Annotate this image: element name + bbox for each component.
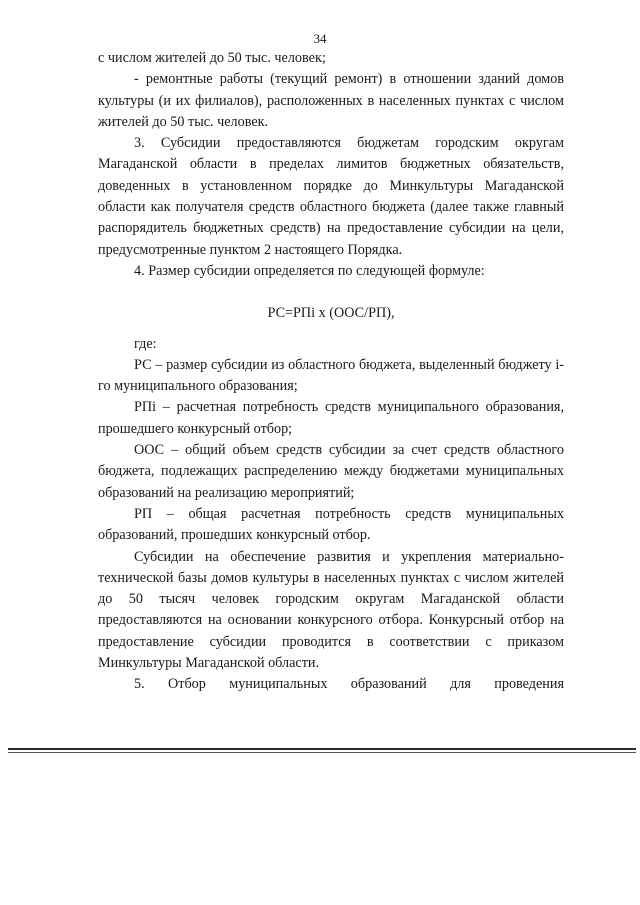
- paragraph-competitive-selection: Субсидии на обеспечение развития и укрепления материально-технической базы домов культуры в населенных пунктах с числом жителей до 50 тысяч человек городским округам Магаданской области предоставляются на основании конкурсного отбора. Конкурсный отбор на предоставление субсидии проводится в соответствии с приказом Минкультуры Магаданской области.: [98, 548, 564, 672]
- paragraph-5-selection: 5. Отбор муниципальных образований для проведения: [134, 676, 564, 693]
- paragraph-4-formula-intro: 4. Размер субсидии определяется по следующей формуле:: [134, 262, 485, 279]
- where-label: где:: [134, 335, 157, 352]
- page-bottom-rule: [8, 748, 636, 750]
- document-body: [98, 48, 564, 696]
- page-number: 34: [313, 31, 327, 46]
- definition-rs: РС – размер субсидии из областного бюджета, выделенный бюджету i-го муниципального образования;: [98, 356, 564, 395]
- paragraph-repair-works: - ремонтные работы (текущий ремонт) в отношении зданий домов культуры (и их филиалов), расположенных в населенных пунктах с числом жителей до 50 тыс. человек.: [98, 71, 564, 130]
- page-bottom-rule-shadow: [8, 752, 636, 753]
- paragraph-population-limit: с числом жителей до 50 тыс. человек;: [98, 50, 326, 66]
- definition-rpi: РПi – расчетная потребность средств муниципального образования, прошедшего конкурсный отбор;: [98, 399, 564, 437]
- subsidy-formula: [98, 282, 564, 333]
- definition-rp: РП – общая расчетная потребность средств муниципальных образований, прошедших конкурсный отбор.: [98, 505, 564, 544]
- paragraph-3-subsidies: 3. Субсидии предоставляются бюджетам городским округам Магаданской области в пределах лимитов бюджетных обязательств, доведенных в установленном порядке до Минкультуры Магаданской области как получателя средств областного бюджета (далее также главный распорядитель бюджетных средств) на предоставление субсидии на цели, предусмотренные пунктом 2 настоящего Порядка.: [98, 135, 564, 258]
- definition-oos: ООС – общий объем средств субсидии за счет средств областного бюджета, подлежащих распределению между бюджетами муниципальных образований на реализацию мероприятий;: [98, 442, 564, 501]
- formula-text: РС=РПi x (ООС/РП),: [267, 305, 395, 322]
